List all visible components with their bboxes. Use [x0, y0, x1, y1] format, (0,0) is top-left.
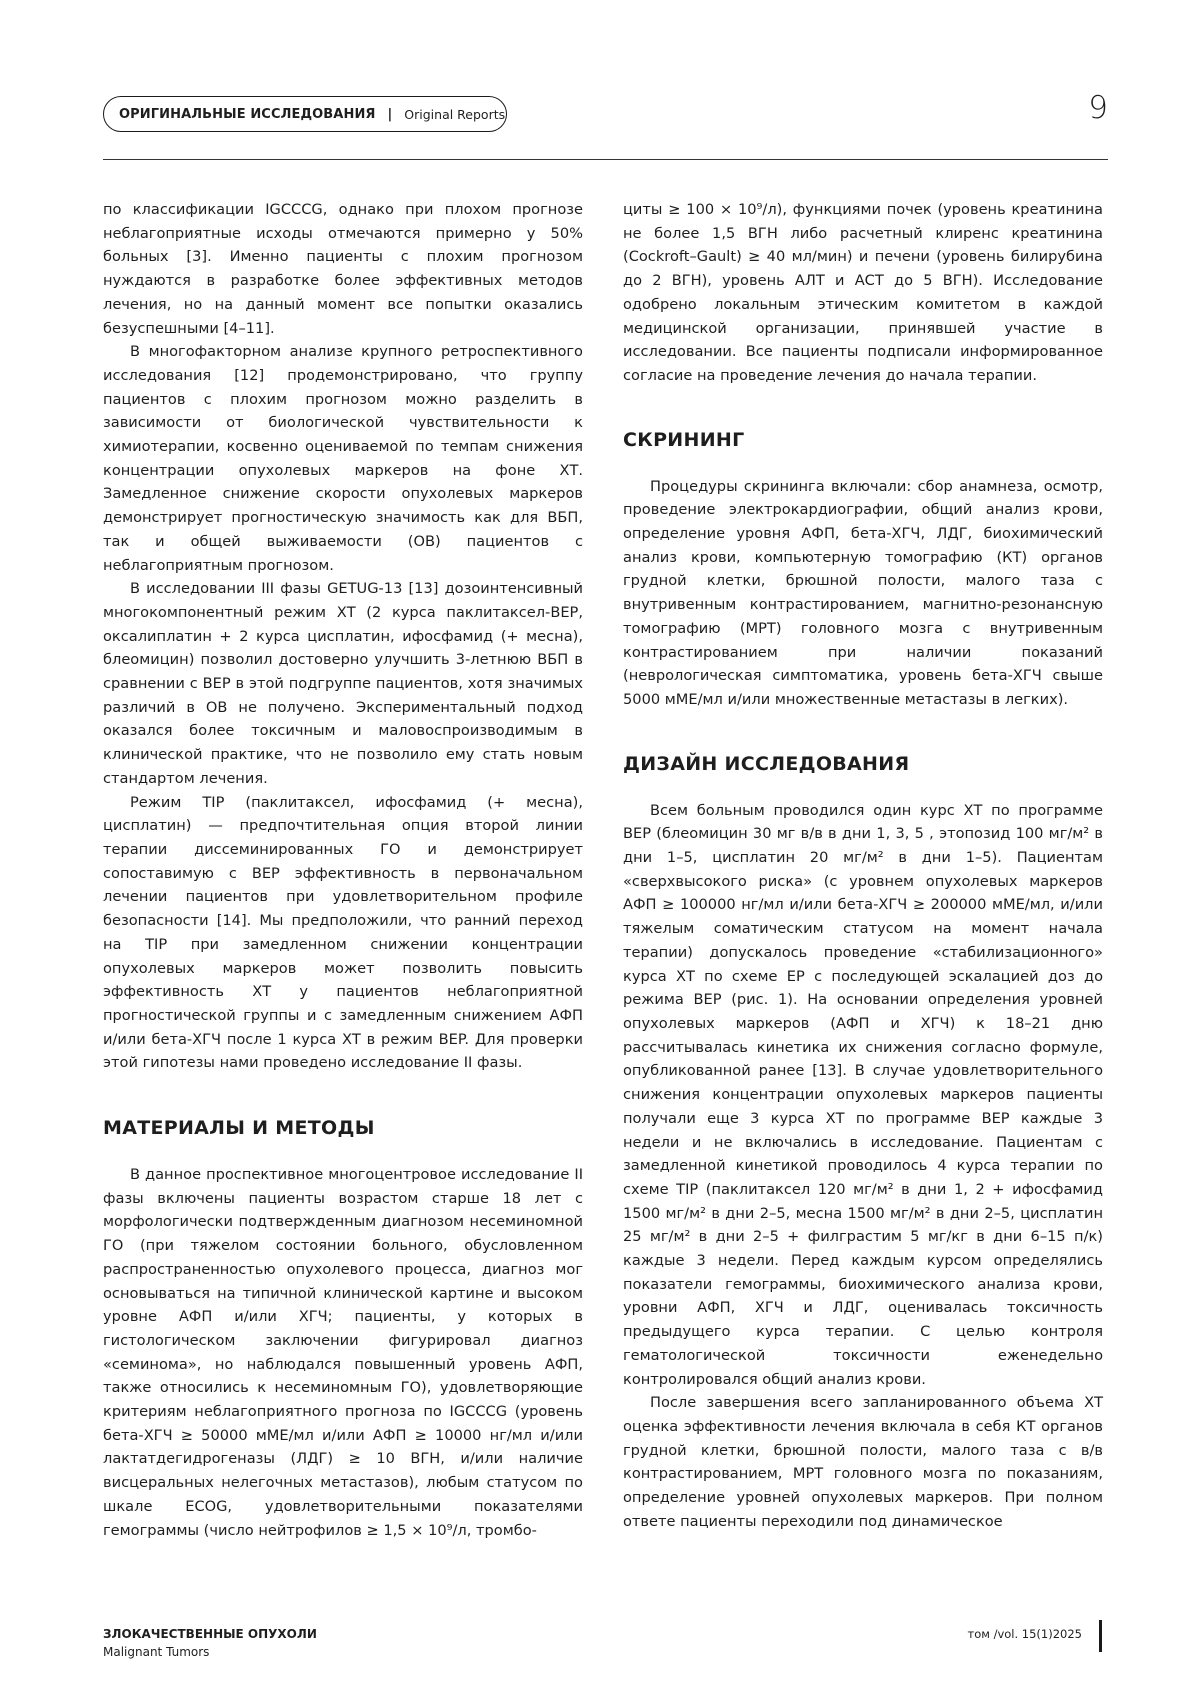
section-title-ru: ОРИГИНАЛЬНЫЕ ИССЛЕДОВАНИЯ: [119, 106, 376, 122]
section-heading-methods: МАТЕРИАЛЫ И МЕТОДЫ: [103, 1117, 375, 1140]
left-column: [103, 198, 583, 1542]
paragraph: Режим TIP (паклитаксел, ифосфамид (+ месна), цисплатин) — предпочтительная опция второй линии терапии диссеминированных ГО и демонстрирует сопоставимую с BEP эффективность в первоначальном лечении пациентов при удовлетворительном профиле безопасности [14]. Мы предположили, что ранний переход на TIP при замедленном снижении концентрации опухолевых маркеров может позволить повысить эффективность ХТ у пациентов неблагоприятной прогностической группы и с замедленным снижением АФП и/или бета-ХГЧ после 1 курса ХТ в режим BEP. Для проверки этой гипотезы нами проведено исследование II фазы.: [103, 793, 583, 1072]
paragraph: В данное проспективное многоцентровое исследование II фазы включены пациенты возрастом старше 18 лет с морфологически подтвержденным диагнозом несеминомной ГО (при тяжелом состоянии больного, обусловленном распространенностью опухолевого процесса, диагноз мог основываться на типичной клинической картине и высоком уровне АФП и/или ХГЧ; пациенты, у которых в гистологическом заключении фигурировал диагноз «семинома», но наблюдался повышенный уровень АФП, также относились к несеминомным ГО), удовлетворяющие критериям неблагоприятного прогноза по IGCCCG (уровень бета-ХГЧ ≥ 50000 мМЕ/мл и/или АФП ≥ 10000 нг/мл и/или лактатдегидрогеназы (ЛДГ) ≥ 10 ВГН, и/или наличие висцеральных нелегочных метастазов), любым статусом по шкале ECOG, удовлетворительными показателями гемограммы (число нейтрофилов ≥ 1,5 × 10⁹/л, тромбо-: [103, 1166, 583, 1539]
footer-bar: [1099, 1620, 1102, 1652]
section-separator: |: [387, 106, 393, 122]
section-header-badge: [103, 96, 507, 132]
right-column: [623, 198, 1103, 1533]
section-heading-screening: СКРИНИНГ: [623, 428, 745, 451]
paragraph: по классификации IGCCCG, однако при плохом прогнозе неблагоприятные исходы отмечаются примерно у 50% больных [3]. Именно пациенты с плохим прогнозом нуждаются в разработке более эффективных методов лечения, но на данный момент все попытки оказались безуспешными [4–11].: [103, 201, 583, 337]
paragraph: В многофакторном анализе крупного ретроспективного исследования [12] продемонстрировано, что группу пациентов с плохим прогнозом можно разделить в зависимости от биологической чувствительности к химиотерапии, косвенно оцениваемой по темпам снижения концентрации опухолевых маркеров на фоне ХТ. Замедленное снижение скорости опухолевых маркеров демонстрирует прогностическую значимость как для ВБП, так и общей выживаемости (ОВ) пациентов с неблагоприятным прогнозом.: [103, 343, 583, 574]
header-divider: [103, 159, 1108, 160]
footer-volume: том /vol. 15(1)2025: [967, 1627, 1082, 1641]
paragraph: Процедуры скрининга включали: сбор анамнеза, осмотр, проведение электрокардиографии, общий анализ крови, определение уровня АФП, бета-ХГЧ, ЛДГ, биохимический анализ крови, компьютерную томографию (КТ) органов грудной клетки, брюшной полости, малого таза с внутривенным контрастированием, магнитно-резонансную томографию (МРТ) головного мозга с внутривенным контрастированием при наличии показаний (неврологическая симптоматика, уровень бета-ХГЧ свыше 5000 мМЕ/мл и/или множественные метастазы в легких).: [623, 477, 1103, 708]
paragraph: циты ≥ 100 × 10⁹/л), функциями почек (уровень креатинина не более 1,5 ВГН либо расчетный клиренс креатинина (Cockroft–Gault) ≥ 40 мл/мин) и печени (уровень билирубина до 2 ВГН), уровень АЛТ и АСТ до 5 ВГН). Исследование одобрено локальным этическим комитетом в каждой медицинской организации, принявшей участие в исследовании. Все пациенты подписали информированное согласие на проведение лечения до начала терапии.: [623, 201, 1103, 384]
section-title-en: Original Reports: [404, 106, 506, 122]
journal-title-en: Malignant Tumors: [103, 1645, 210, 1659]
journal-title-ru: ЗЛОКАЧЕСТВЕННЫЕ ОПУХОЛИ: [103, 1627, 317, 1641]
paragraph: Всем больным проводился один курс ХТ по программе BEP (блеомицин 30 мг в/в в дни 1, 3, 5 , этопозид 100 мг/м² в дни 1–5, цисплатин 20 мг/м² в дни 1–5). Пациентам «сверхвысокого риска» (с уровнем опухолевых маркеров АФП ≥ 100000 нг/мл и/или бета-ХГЧ ≥ 200000 мМЕ/мл, и/или тяжелым соматическим статусом на момент начала терапии) допускалось проведение «стабилизационного» курса ХТ по схеме EP с последующей эскалацией доз до режима BEP (рис. 1). На основании определения уровней опухолевых маркеров (АФП и ХГЧ) к 18–21 дню рассчитывалась кинетика их снижения согласно формуле, опубликованной ранее [13]. В случае удовлетворительного снижения концентрации опухолевых маркеров пациенты получали еще 3 курса ХТ по программе BEP каждые 3 недели и не включались в исследование. Пациентам с замедленной кинетикой проводилось 4 курса терапии по схеме TIP (паклитаксел 120 мг/м² в дни 1, 2 + ифосфамид 1500 мг/м² в дни 2–5, месна 1500 мг/м² в дни 2–5, цисплатин 25 мг/м² в дни 2–5 + филграстим 5 мг/кг в дни 6–15 п/к) каждые 3 недели. Перед каждым курсом определялись показатели гемограммы, биохимического анализа крови, уровни АФП, ХГЧ и ЛДГ, оценивалась токсичность предыдущего курса терапии. С целью контроля гематологической токсичности еженедельно контролировался общий анализ крови.: [623, 801, 1103, 1388]
footer-journal: [103, 1625, 317, 1661]
paragraph: В исследовании III фазы GETUG-13 [13] дозоинтенсивный многокомпонентный режим ХТ (2 курса паклитаксел-BEP, оксалиплатин + 2 курса цисплатин, ифосфамид (+ месна), блеомицин) позволил достоверно улучшить 3-летнюю ВБП в сравнении с BEP в этой подгруппе пациентов, хотя значимых различий в ОВ не получено. Экспериментальный подход оказался более токсичным и маловоспроизводимым в клинической практике, что не позволило ему стать новым стандартом лечения.: [103, 580, 583, 787]
page-number: 9: [1088, 90, 1108, 126]
section-heading-design: ДИЗАЙН ИССЛЕДОВАНИЯ: [623, 752, 910, 775]
paragraph: После завершения всего запланированного объема ХТ оценка эффективности лечения включала в себя КТ органов грудной клетки, брюшной полости, малого таза с в/в контрастированием, МРТ головного мозга по показаниям, определение уровней опухолевых маркеров. При полном ответе пациенты переходили под динамическое: [623, 1394, 1103, 1530]
